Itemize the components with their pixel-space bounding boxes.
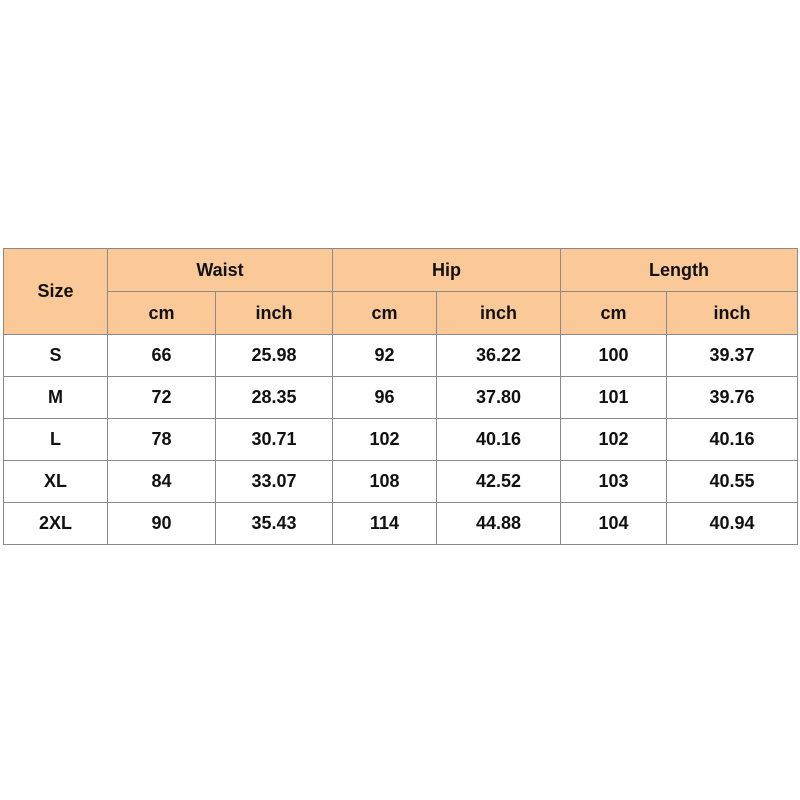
size-cell: S [4, 335, 108, 377]
table-header [4, 249, 798, 335]
group-header-hip: Hip [333, 249, 561, 292]
group-header-waist: Waist [108, 249, 333, 292]
unit-header: cm [561, 292, 667, 335]
table-cell: 104 [561, 503, 667, 545]
table-cell: 40.94 [667, 503, 798, 545]
size-chart-table [3, 248, 798, 545]
header-row-units [4, 292, 798, 335]
table-row [4, 419, 798, 461]
table-cell: 90 [108, 503, 216, 545]
table-cell: 40.16 [437, 419, 561, 461]
table-cell: 102 [561, 419, 667, 461]
table-cell: 78 [108, 419, 216, 461]
table-row [4, 377, 798, 419]
size-cell: M [4, 377, 108, 419]
table-cell: 39.37 [667, 335, 798, 377]
unit-header: inch [216, 292, 333, 335]
size-cell: XL [4, 461, 108, 503]
table-cell: 66 [108, 335, 216, 377]
table-cell: 40.16 [667, 419, 798, 461]
table-cell: 101 [561, 377, 667, 419]
table-cell: 100 [561, 335, 667, 377]
table-cell: 44.88 [437, 503, 561, 545]
table-row [4, 461, 798, 503]
table-cell: 84 [108, 461, 216, 503]
table-cell: 92 [333, 335, 437, 377]
table-cell: 39.76 [667, 377, 798, 419]
table-cell: 33.07 [216, 461, 333, 503]
table-cell: 25.98 [216, 335, 333, 377]
table-row [4, 503, 798, 545]
table-cell: 28.35 [216, 377, 333, 419]
table-cell: 108 [333, 461, 437, 503]
header-row-groups [4, 249, 798, 292]
table-cell: 103 [561, 461, 667, 503]
table-cell: 102 [333, 419, 437, 461]
table-cell: 35.43 [216, 503, 333, 545]
table-cell: 30.71 [216, 419, 333, 461]
size-header: Size [4, 249, 108, 335]
table-row [4, 335, 798, 377]
table-cell: 42.52 [437, 461, 561, 503]
table-body [4, 335, 798, 545]
table-cell: 72 [108, 377, 216, 419]
unit-header: inch [667, 292, 798, 335]
table-cell: 114 [333, 503, 437, 545]
unit-header: inch [437, 292, 561, 335]
size-cell: 2XL [4, 503, 108, 545]
table-cell: 96 [333, 377, 437, 419]
table-cell: 40.55 [667, 461, 798, 503]
unit-header: cm [333, 292, 437, 335]
group-header-length: Length [561, 249, 798, 292]
table-cell: 37.80 [437, 377, 561, 419]
unit-header: cm [108, 292, 216, 335]
table-cell: 36.22 [437, 335, 561, 377]
size-cell: L [4, 419, 108, 461]
